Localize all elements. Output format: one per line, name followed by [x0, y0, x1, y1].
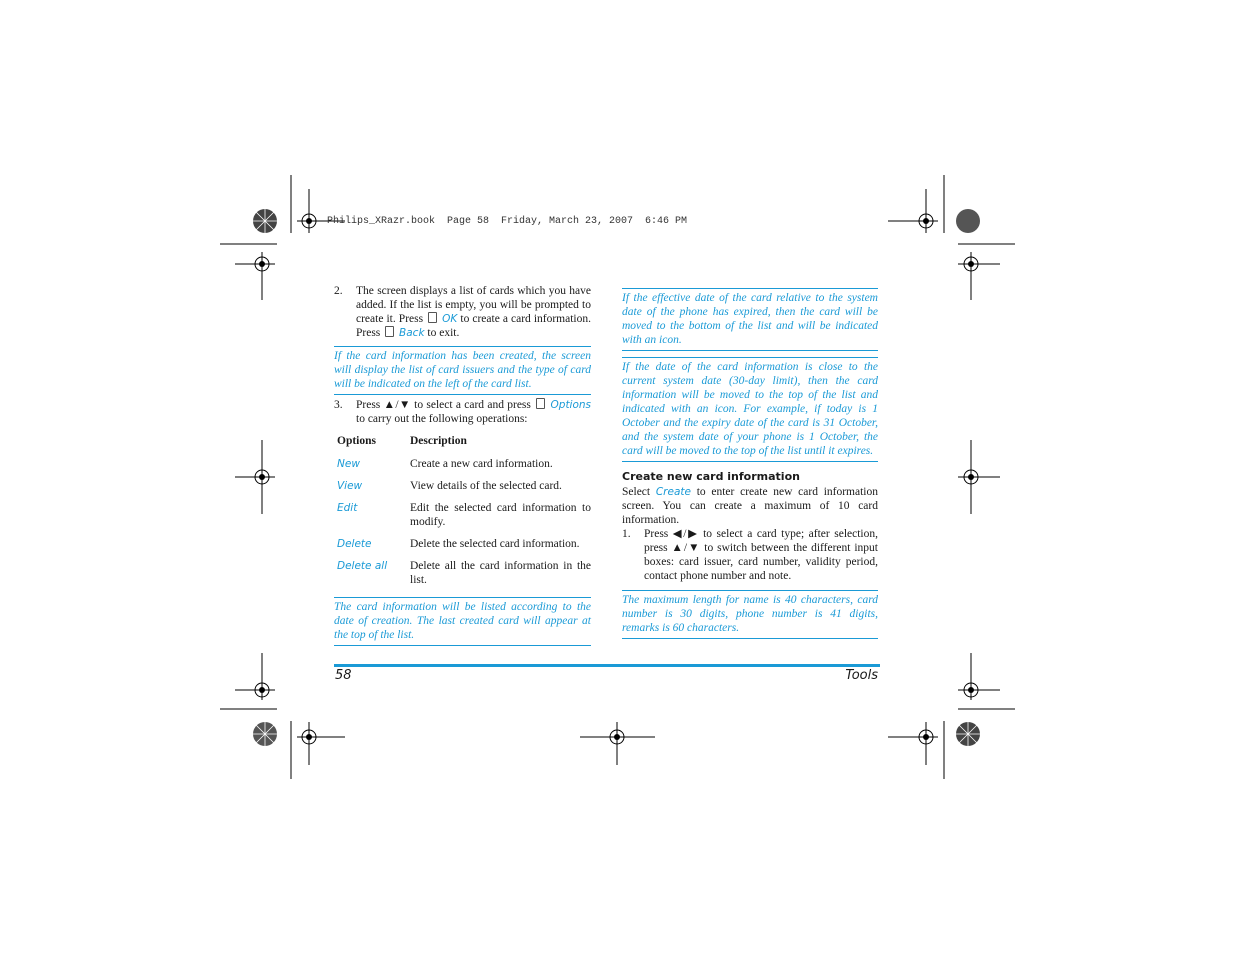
option-description: Create a new card information.: [410, 458, 553, 470]
section-heading: Create new card information: [622, 470, 800, 483]
table-row: [334, 479, 591, 501]
option-name: New: [337, 458, 360, 470]
back-label: Back: [399, 327, 425, 339]
step-text: [356, 284, 591, 340]
step-text-part: to create a card information. Press: [356, 313, 591, 339]
option-name: View: [337, 480, 363, 492]
table-row: [334, 501, 591, 537]
options-table: [334, 434, 591, 597]
column-header: Options: [337, 435, 376, 447]
step-number: 1.: [622, 528, 631, 540]
left-softkey-icon: [428, 312, 437, 323]
step-number: 3.: [334, 399, 343, 411]
step-text-part: Press ▲/▼ to select a card and press: [356, 399, 531, 411]
table-header-row: [334, 434, 591, 457]
option-description: Delete all the card information in the list.: [410, 560, 591, 586]
option-name: Edit: [337, 502, 358, 514]
option-description: Delete the selected card information.: [410, 538, 580, 550]
footer-rule: [334, 664, 880, 667]
table-row: [334, 457, 591, 479]
option-name: Delete: [337, 538, 372, 550]
ok-label: OK: [442, 313, 458, 325]
left-softkey-icon: [536, 398, 545, 409]
intro-text-part: to enter create new card information screen. You can create a maximum of 10 card information.: [622, 486, 878, 526]
note-expired-card: If the effective date of the card relative to the system date of the phone has expired, then the card will be moved to the bottom of the list and will be indicated with an icon.: [622, 288, 878, 351]
step-text-part: to exit.: [427, 327, 460, 339]
note-card-list: If the card information has been created, the screen will display the list of card issuers and the type of card will be indicated on the left of the card list.: [334, 346, 591, 395]
step-1: [622, 527, 878, 583]
right-column: [622, 288, 878, 639]
note-listing-order: The card information will be listed according to the date of creation. The last created card will appear at the top of the list.: [334, 597, 591, 646]
column-header: Description: [410, 435, 467, 447]
left-column: [334, 284, 591, 646]
intro-paragraph: [622, 485, 878, 527]
step-text-part: The screen displays a list of cards which you have added. If the list is empty, you will be prompted to create it. Press: [356, 285, 591, 325]
options-label: Options: [550, 399, 592, 411]
step-text-part: to carry out the following operations:: [356, 413, 528, 425]
step-text: Press ◀/▶ to select a card type; after selection, press ▲/▼ to switch between the different input boxes: card issuer, card number, validity period, contact phone number and note.: [644, 528, 878, 582]
option-description: View details of the selected card.: [410, 480, 562, 492]
table-row: [334, 559, 591, 597]
page-number: 58: [335, 668, 352, 683]
intro-text-part: Select: [622, 486, 651, 498]
print-header: Philips_XRazr.book Page 58 Friday, March 23, 2007 6:46 PM: [327, 216, 688, 227]
right-softkey-icon: [385, 326, 394, 337]
option-name: Delete all: [337, 560, 388, 572]
step-text: [356, 398, 591, 426]
table-row: [334, 537, 591, 559]
note-expiring-card: If the date of the card information is close to the current system date (30-day limit), then the card information will be moved to the top of the list and indicated with an icon. For example, if today is 1 October and the expiry date of the card is 31 October, and the system date of your phone is 1 October, the card will be moved to the top of the list until it expires.: [622, 357, 878, 462]
step-3: [334, 398, 591, 426]
option-description: Edit the selected card information to modify.: [410, 502, 591, 528]
step-2: [334, 284, 591, 340]
step-number: 2.: [334, 285, 343, 297]
note-max-length: The maximum length for name is 40 characters, card number is 30 digits, phone number is 41 digits, remarks is 60 characters.: [622, 590, 878, 639]
section-title: Tools: [845, 668, 878, 683]
create-label: Create: [655, 486, 691, 498]
